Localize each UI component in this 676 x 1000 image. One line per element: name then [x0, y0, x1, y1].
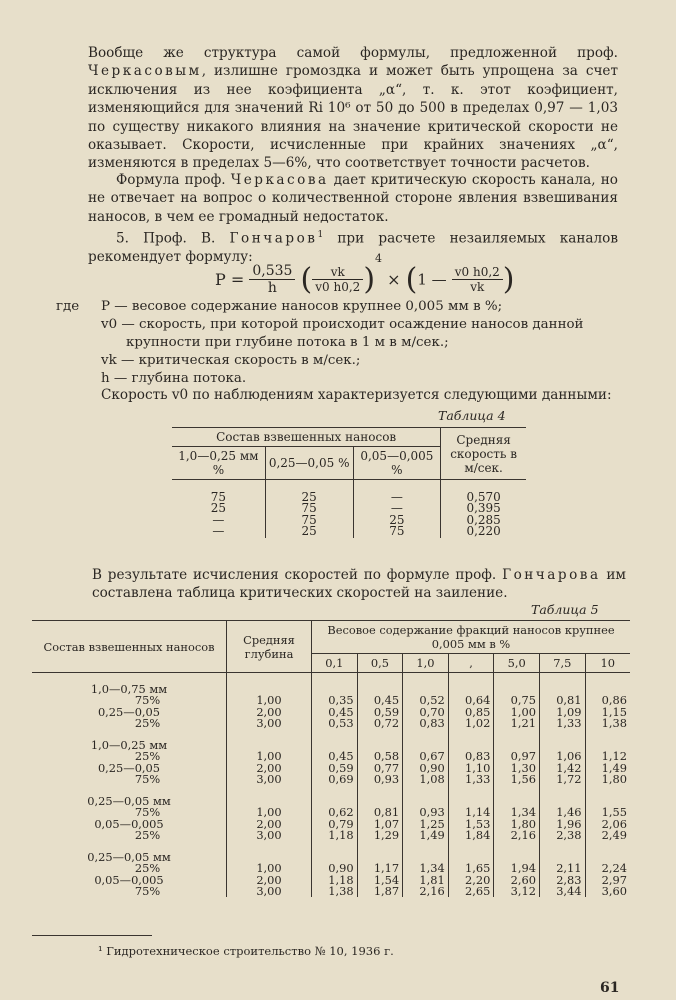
definition-text: — критическая скорость в м/сек.;: [116, 353, 361, 368]
table-cell: 1,55: [585, 807, 630, 818]
table-cell: 0,62: [312, 807, 358, 818]
coefficient-denominator: h: [267, 280, 277, 296]
table-cell: 0,45: [312, 707, 358, 718]
table-cell: 1,21: [494, 718, 540, 729]
table-cell: 1,08: [403, 774, 449, 785]
table-4-caption: Таблица 4: [438, 408, 506, 423]
table-cell: 1,96: [539, 819, 585, 830]
goncharov-formula: [215, 252, 515, 304]
formula-exponent: 4: [375, 252, 383, 265]
table-cell: 0,285: [441, 515, 526, 527]
composition-label: 0,25—0,05: [97, 704, 161, 719]
table-cell: 0,72: [357, 718, 403, 729]
table-cell: 1,80: [494, 819, 540, 830]
table-cell: 1,65: [448, 863, 494, 874]
table-cell: 1,18: [312, 830, 358, 841]
table-cell: 75: [353, 526, 441, 538]
table-5-caption: Таблица 5: [531, 602, 599, 617]
table-cell: 0,69: [312, 774, 358, 785]
table-cell: 1,12: [585, 751, 630, 762]
table-cell: 2,11: [539, 863, 585, 874]
table-cell: 1,42: [539, 763, 585, 774]
times-sign: ×: [387, 270, 401, 289]
table-cell: 0,59: [312, 763, 358, 774]
definition-line: [126, 334, 661, 352]
table-cell: 1,72: [539, 774, 585, 785]
table-cell: —: [353, 503, 441, 515]
table-cell: 3,12: [494, 886, 540, 897]
table-cell: 1,34: [494, 807, 540, 818]
table-cell: 0,97: [494, 751, 540, 762]
table-cell: 2,06: [585, 819, 630, 830]
table-cell: 0,83: [448, 751, 494, 762]
table-4-col-header: 0,05—0,005 %: [353, 447, 441, 480]
table-cell: 2,16: [403, 886, 449, 897]
table-cell: 0,90: [403, 763, 449, 774]
author-name: Гончаров: [229, 230, 318, 247]
table-cell: 0,35: [312, 695, 358, 706]
paragraph-1-text-b: , излишне громоздка и может быть упрощена за счет исключения из нее коэфициента „α“, т. к. этот коэфициент, изменяющийся для значений Ri 10⁶ от 50 до 500 в пределах 0,97 — 1,03 по существу никакого влияния на значение критической скорости не оказывает. Скорости, исчисленные при крайних значениях „α“, изменяются в пределах 5—6%, что соответствует точности расчетов.: [88, 63, 618, 172]
table-cell: 1,17: [357, 863, 403, 874]
table-cell: 0,81: [357, 807, 403, 818]
table-5-col-header: 5,0: [494, 654, 540, 673]
depth-cell: 1,00: [227, 695, 312, 706]
table-5-col-header: 1,0: [403, 654, 449, 673]
table-cell: —: [212, 512, 225, 527]
depth-cell: 1,00: [227, 863, 312, 874]
table-cell: 0,53: [312, 718, 358, 729]
paragraph-3-text-b: при расчете незаиляемых каналов рекомендует формулу:: [88, 230, 618, 265]
table-cell: 1,84: [448, 830, 494, 841]
paragraph-1-text-a: Вообще же структура самой формулы, предложенной проф.: [88, 45, 618, 61]
table-cell: 0,45: [357, 695, 403, 706]
depth-cell: 1,00: [227, 807, 312, 818]
table-cell: 1,15: [585, 707, 630, 718]
table-4-col-header: 1,0—0,25 мм %: [172, 447, 265, 480]
definition-symbol: P: [101, 299, 111, 314]
definition-text: — глубина потока.: [109, 371, 247, 386]
table-cell: 0,86: [585, 695, 630, 706]
composition-label: 0,05—0,005: [94, 816, 164, 831]
table-cell: 0,90: [312, 863, 358, 874]
table-cell: 1,29: [357, 830, 403, 841]
author-name: Гончарова: [502, 567, 601, 583]
table-cell: 0,570: [441, 492, 526, 504]
paragraph-5: [92, 566, 626, 603]
composition-label: 1,0—0,75 мм: [90, 682, 168, 697]
depth-cell: 2,00: [227, 763, 312, 774]
close-paren: ): [502, 262, 515, 297]
composition-label: 0,25—0,05: [97, 760, 161, 775]
table-cell: 25: [265, 526, 353, 538]
composition-label: 75%: [134, 693, 161, 708]
table-cell: 1,53: [448, 819, 494, 830]
table-cell: 25: [210, 501, 227, 515]
table-cell: 1,94: [494, 863, 540, 874]
table-5-col-header: 0,1: [312, 654, 358, 673]
composition-label: 25%: [134, 827, 161, 842]
fraction-1-denominator: v0 h0,2: [315, 280, 361, 294]
table-cell: 1,10: [448, 763, 494, 774]
table-cell: 25: [265, 492, 353, 504]
table-cell: 2,16: [494, 830, 540, 841]
table-cell: 0,52: [403, 695, 449, 706]
table-cell: 0,220: [441, 526, 526, 538]
table-cell: 3,60: [585, 886, 630, 897]
composition-label: 0,05—0,005: [94, 872, 164, 887]
paragraph-3-text-a: 5. Проф. В.: [116, 230, 230, 247]
table-cell: —: [353, 492, 441, 504]
table-cell: 1,18: [312, 875, 358, 886]
table-cell: 0,85: [448, 707, 494, 718]
table-5-col-header: ,: [448, 654, 494, 673]
table-cell: 1,25: [403, 819, 449, 830]
close-paren: ): [363, 262, 376, 297]
footnote-rule: [32, 935, 152, 936]
table-4: [172, 427, 526, 538]
table-cell: 0,81: [539, 695, 585, 706]
table-5-depth-header: Средняя глубина: [227, 621, 312, 673]
table-cell: 0,70: [403, 707, 449, 718]
table-cell: 0,77: [357, 763, 403, 774]
table-cell: 25: [353, 515, 441, 527]
table-cell: 75: [265, 515, 353, 527]
definition-symbol: v0: [101, 317, 118, 332]
composition-label: 25%: [134, 861, 161, 876]
table-cell: 75: [210, 489, 227, 504]
formula-coefficient: [249, 263, 295, 296]
table-cell: 0,59: [357, 707, 403, 718]
table-5-weight-header: Весовое содержание фракций наносов крупнее 0,005 мм в %: [312, 621, 631, 654]
table-cell: 1,30: [494, 763, 540, 774]
depth-cell: 2,00: [227, 819, 312, 830]
author-name: Черкасова: [230, 172, 329, 188]
table-cell: 1,80: [585, 774, 630, 785]
composition-label: 75%: [134, 805, 161, 820]
depth-cell: 2,00: [227, 707, 312, 718]
definition-symbol: h: [101, 371, 110, 386]
table-cell: 2,24: [585, 863, 630, 874]
fraction-2-denominator: vk: [470, 280, 485, 294]
where-label: где: [56, 299, 80, 314]
depth-cell: 3,00: [227, 774, 312, 785]
table-cell: 2,49: [585, 830, 630, 841]
table-cell: 1,33: [448, 774, 494, 785]
table-cell: 0,83: [403, 718, 449, 729]
composition-label: 75%: [134, 883, 161, 898]
table-cell: 1,14: [448, 807, 494, 818]
table-5-col-header: 7,5: [539, 654, 585, 673]
table-cell: 0,67: [403, 751, 449, 762]
definition-symbol: vk: [101, 353, 117, 368]
table-cell: 0,395: [441, 503, 526, 515]
table-cell: 2,65: [448, 886, 494, 897]
table-cell: 0,75: [494, 695, 540, 706]
table-5-col-header: 10: [585, 654, 630, 673]
author-name: Черкасовым: [88, 63, 202, 80]
depth-cell: 3,00: [227, 718, 312, 729]
table-cell: 3,44: [539, 886, 585, 897]
composition-label: 25%: [134, 749, 161, 764]
table-cell: 1,81: [403, 875, 449, 886]
table-row: [32, 886, 630, 897]
formula-fraction-2: [452, 265, 503, 294]
table-cell: 75: [265, 503, 353, 515]
table-row: [32, 774, 630, 785]
table-cell: 2,97: [585, 875, 630, 886]
composition-label: 1,0—0,25 мм: [90, 738, 168, 753]
table-4-col-header: 0,25—0,05 %: [265, 447, 353, 480]
table-cell: 1,02: [448, 718, 494, 729]
depth-cell: 2,00: [227, 875, 312, 886]
table-cell: —: [212, 524, 225, 538]
table-5: [32, 620, 630, 897]
fraction-2-numerator: v0 h0,2: [452, 265, 503, 280]
definition-line: [101, 316, 636, 334]
depth-cell: 1,00: [227, 751, 312, 762]
open-paren: (: [405, 262, 418, 297]
depth-cell: 3,00: [227, 886, 312, 897]
footnote: ¹ Гидротехническое строительство № 10, 1936 г.: [98, 944, 394, 958]
paragraph-5-text-b: им составлена таблица критических скоростей на заиление.: [92, 567, 626, 602]
formula-definitions: [56, 298, 636, 388]
table-cell: 1,33: [539, 718, 585, 729]
table-cell: 1,46: [539, 807, 585, 818]
table-cell: 1,06: [539, 751, 585, 762]
depth-cell: 3,00: [227, 830, 312, 841]
table-4-group-header: Состав взвешенных наносов: [172, 428, 441, 447]
table-cell: 2,83: [539, 875, 585, 886]
table-cell: 0,58: [357, 751, 403, 762]
open-paren: (: [300, 262, 313, 297]
definition-text: крупности при глубине потока в 1 м в м/сек.;: [126, 335, 449, 350]
table-cell: 1,56: [494, 774, 540, 785]
paragraph-1: [88, 44, 618, 173]
paragraph-4: Скорость v0 по наблюдениям характеризуется следующими данными:: [101, 387, 612, 403]
composition-label: 0,25—0,05 мм: [87, 794, 171, 809]
definition-text: — скорость, при которой происходит осаждение наносов данной: [117, 317, 584, 332]
definition-line: [101, 298, 636, 316]
table-cell: 1,87: [357, 886, 403, 897]
table-cell: 1,34: [403, 863, 449, 874]
formula-one-minus: 1 —: [417, 270, 447, 289]
table-cell: 1,07: [357, 819, 403, 830]
table-cell: 0,45: [312, 751, 358, 762]
composition-label: 75%: [134, 771, 161, 786]
table-cell: 1,09: [539, 707, 585, 718]
table-cell: 0,79: [312, 819, 358, 830]
table-cell: 1,38: [585, 718, 630, 729]
formula-fraction-1: [312, 265, 363, 294]
table-cell: 1,49: [403, 830, 449, 841]
table-cell: 1,00: [494, 707, 540, 718]
coefficient-numerator: 0,535: [249, 263, 295, 280]
footnote-marker: 1: [317, 230, 324, 240]
table-4-speed-header: Средняя скорость в м/сек.: [441, 428, 526, 480]
table-cell: 0,93: [357, 774, 403, 785]
definition-text: — весовое содержание наносов крупнее 0,005 мм в %;: [110, 299, 503, 314]
table-cell: 0,93: [403, 807, 449, 818]
definition-line: [101, 352, 636, 370]
paragraph-2: [88, 171, 618, 226]
page-number: 61: [600, 980, 620, 996]
table-cell: 1,49: [585, 763, 630, 774]
table-row: [32, 830, 630, 841]
paragraph-2-text-a: Формула проф.: [116, 172, 231, 188]
fraction-1-numerator: vk: [312, 265, 363, 280]
paragraph-2-text-b: дает критическую скорость канала, но не отвечает на вопрос о количественной стороне явления взвешивания наносов, в чем ее громадный недостаток.: [88, 172, 618, 225]
table-row: [32, 718, 630, 729]
table-cell: 2,60: [494, 875, 540, 886]
composition-label: 25%: [134, 715, 161, 730]
table-cell: 0,64: [448, 695, 494, 706]
formula-lhs: P =: [215, 270, 245, 289]
table-cell: 1,38: [312, 886, 358, 897]
table-cell: 2,20: [448, 875, 494, 886]
table-5-col-header: 0,5: [357, 654, 403, 673]
paragraph-5-text-a: В результате исчисления скоростей по формуле проф.: [92, 567, 503, 583]
table-row: [172, 526, 526, 538]
table-cell: 1,54: [357, 875, 403, 886]
table-5-composition-header: Состав взвешенных наносов: [32, 621, 227, 673]
composition-label: 0,25—0,05 мм: [87, 850, 171, 865]
table-cell: 2,38: [539, 830, 585, 841]
